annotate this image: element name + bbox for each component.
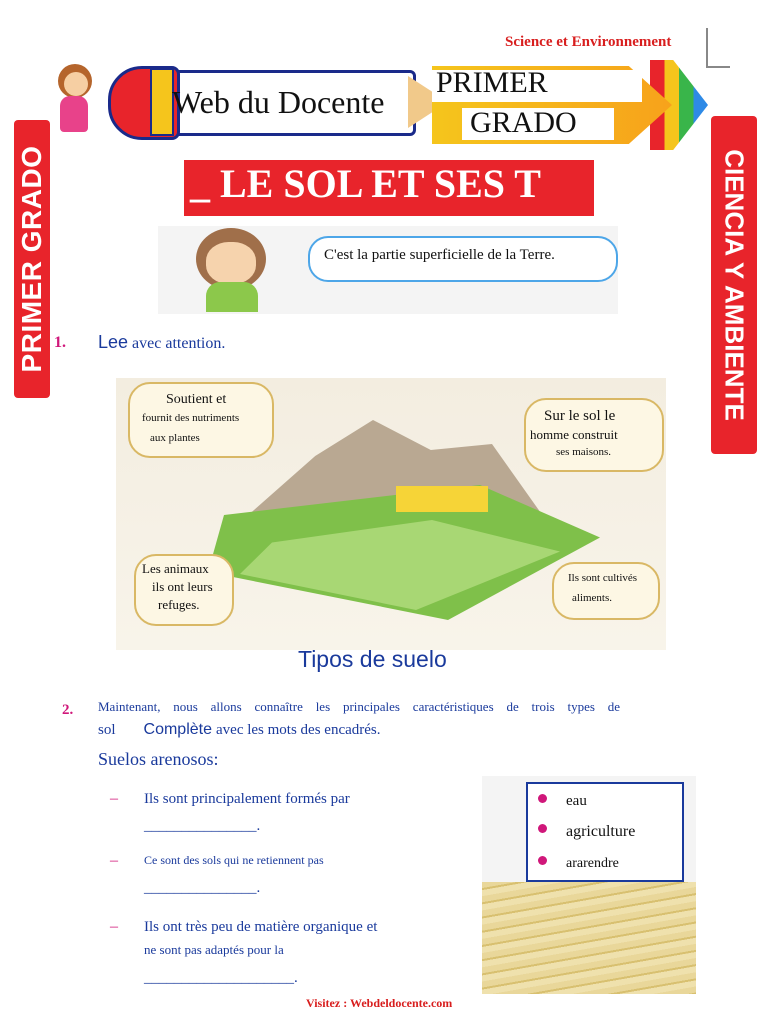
sand-image: [482, 882, 696, 994]
cloud4-line2: aliments.: [572, 592, 613, 604]
item-3-dash: –: [110, 918, 118, 935]
section-title: Tipos de suelo: [298, 646, 447, 672]
subject-label: Science et Environnement: [505, 34, 672, 50]
item-1-blank[interactable]: _______________.: [144, 818, 261, 834]
speech-bubble-text: C'est la partie superficielle de la Terre.: [324, 247, 555, 263]
footer-link[interactable]: Visitez : Webdeldocente.com: [306, 996, 453, 1010]
brand-name: Web du Docente: [172, 84, 385, 120]
teacher-mascot-face: [64, 72, 88, 96]
question-1-lead: Lee: [98, 332, 129, 352]
cloud-callout-crops: [552, 562, 660, 620]
teacher-mascot: [60, 96, 88, 132]
side-banner-right-text: CIENCIA Y AMBIENTE: [719, 149, 750, 421]
item-2-text: Ce sont des sols qui ne retiennent pas: [144, 853, 324, 867]
word-eau: eau: [566, 793, 587, 809]
question-2-sol: sol: [98, 722, 116, 738]
question-1: [98, 332, 225, 353]
bullet-icon: [538, 824, 547, 833]
cloud3-line3: refuges.: [158, 597, 200, 612]
house: [396, 486, 488, 512]
cloud4-line1: Ils sont cultivés: [568, 572, 638, 584]
bullet-icon: [538, 856, 547, 865]
question-1-text: avec attention.: [128, 335, 226, 352]
girl-face: [206, 242, 256, 284]
cloud2-line3: ses maisons.: [556, 446, 611, 458]
pencil-band: [150, 68, 174, 136]
word-ararendre: ararendre: [566, 856, 619, 871]
cloud1-line3: aux plantes: [150, 432, 200, 444]
corner-mark: [706, 28, 730, 68]
question-2-line-1: Maintenant, nous allons connaître les principales caractéristiques de trois types de: [98, 699, 620, 714]
cloud2-line2: homme construit: [530, 427, 618, 442]
bullet-icon: [538, 794, 547, 803]
speech-bubble: [308, 236, 618, 282]
grade-line-2: GRADO: [470, 106, 577, 139]
girl-body: [206, 282, 258, 312]
item-1-text: Ils sont principalement formés par: [144, 791, 350, 807]
item-2-dash: –: [110, 852, 118, 869]
item-3-blank[interactable]: ____________________.: [144, 970, 298, 986]
item-3-text-2: ne sont pas adaptés pour la: [144, 942, 284, 957]
item-2-blank[interactable]: _______________.: [144, 880, 261, 896]
question-1-number: 1.: [54, 334, 66, 351]
cloud3-line2: ils ont leurs: [152, 579, 213, 594]
question-2-line-2: [98, 721, 381, 739]
suelos-heading: Suelos arenosos:: [98, 749, 219, 769]
question-2-end: avec les mots des encadrés.: [216, 722, 381, 738]
page-title: _ LE SOL ET SES T: [190, 161, 541, 206]
cloud2-line1: Sur le sol le: [544, 408, 616, 424]
item-3-text: Ils ont très peu de matière organique et: [144, 919, 378, 935]
cloud3-line1: Les animaux: [142, 561, 209, 576]
grade-line-1: PRIMER: [436, 66, 548, 99]
cloud1-line2: fournit des nutriments: [142, 412, 240, 424]
question-2-complete: Complète: [143, 721, 212, 738]
side-banner-left: [14, 120, 50, 398]
question-2-number: 2.: [62, 702, 74, 718]
item-1-dash: –: [110, 790, 118, 807]
side-banner-left-text: PRIMER GRADO: [16, 145, 47, 373]
cloud1-title: Soutient et: [166, 392, 227, 407]
word-agriculture: agriculture: [566, 823, 636, 840]
side-banner-right: [711, 116, 757, 454]
